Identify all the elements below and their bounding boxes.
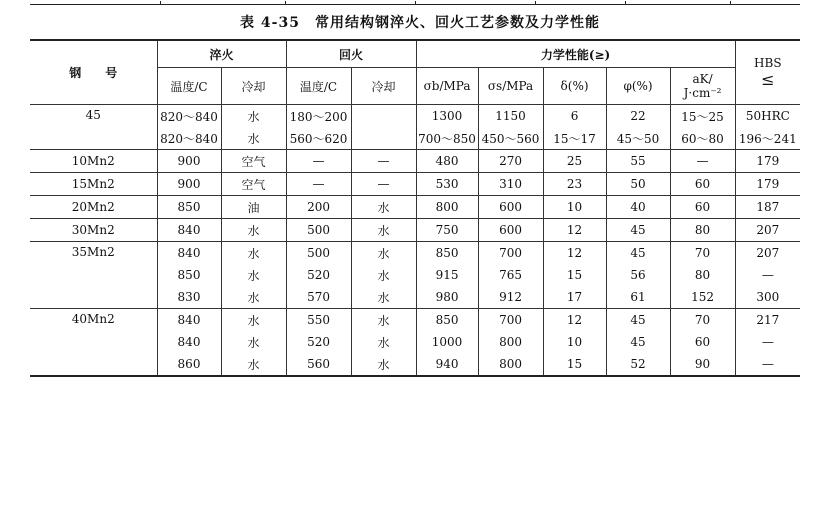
cell-hbs: — — [735, 264, 800, 286]
table-row — [30, 173, 800, 196]
cell-grade: 45 — [30, 105, 157, 150]
header-quench-temp: 温度/C — [157, 68, 221, 105]
cell-impact-toughness: 80 — [670, 219, 735, 242]
cell-temper-temp: — — [286, 173, 351, 196]
cell-hbs: 179 — [735, 150, 800, 173]
cell-impact-toughness: 80 — [670, 264, 735, 286]
cell-impact-toughness: 60 — [670, 331, 735, 353]
cell-grade: 20Mn2 — [30, 196, 157, 219]
header-temper-temp: 温度/C — [286, 68, 351, 105]
cell-tensile-strength: 850 — [416, 309, 478, 332]
cell-tensile-strength: 800 — [416, 196, 478, 219]
cell-impact-toughness: 60 — [670, 196, 735, 219]
cell-temper-cooling: 水 — [351, 264, 416, 286]
cell-elongation: 15 — [543, 353, 606, 376]
cell-yield-strength: 600 — [478, 219, 543, 242]
cell-yield-strength: 600 — [478, 196, 543, 219]
cell-quench-temp: 830 — [157, 286, 221, 309]
header-grade: 钢 号 — [30, 40, 157, 105]
cell-reduction-area: 22 — [606, 105, 670, 128]
cell-yield-strength: 700 — [478, 242, 543, 265]
cell-temper-cooling: 水 — [351, 331, 416, 353]
cell-temper-temp: 500 — [286, 242, 351, 265]
cell-yield-strength: 310 — [478, 173, 543, 196]
cell-yield-strength: 800 — [478, 331, 543, 353]
header-tensile-strength: σb/MPa — [416, 68, 478, 105]
cell-quench-cooling: 水 — [221, 309, 286, 332]
cell-reduction-area: 40 — [606, 196, 670, 219]
cell-reduction-area: 45 — [606, 242, 670, 265]
cell-temper-cooling: 水 — [351, 242, 416, 265]
cell-quench-temp: 840 — [157, 242, 221, 265]
header-temper-cooling: 冷却 — [351, 68, 416, 105]
cell-elongation: 17 — [543, 286, 606, 309]
cell-hbs: — — [735, 353, 800, 376]
cell-yield-strength: 450～560 — [478, 127, 543, 150]
table-row — [30, 242, 800, 265]
cell-impact-toughness: — — [670, 150, 735, 173]
cell-grade: 40Mn2 — [30, 309, 157, 377]
header-impact-symbol: aK/ — [692, 72, 713, 86]
header-reduction-area: φ(%) — [606, 68, 670, 105]
header-quench: 淬火 — [157, 40, 286, 68]
cell-temper-temp: 560～620 — [286, 127, 351, 150]
cell-impact-toughness: 70 — [670, 309, 735, 332]
cell-quench-cooling: 水 — [221, 219, 286, 242]
cell-quench-cooling: 水 — [221, 105, 286, 128]
cell-quench-temp: 850 — [157, 196, 221, 219]
cell-quench-cooling: 水 — [221, 242, 286, 265]
cell-reduction-area: 45 — [606, 219, 670, 242]
cell-elongation: 10 — [543, 331, 606, 353]
cell-quench-temp: 820～840 — [157, 105, 221, 128]
table-title: 表 4-35 常用结构钢淬火、回火工艺参数及力学性能 — [240, 15, 600, 31]
cell-quench-cooling: 水 — [221, 353, 286, 376]
cell-hbs: 217 — [735, 309, 800, 332]
cell-temper-temp: 520 — [286, 331, 351, 353]
header-quench-cooling: 冷却 — [221, 68, 286, 105]
cell-elongation: 12 — [543, 242, 606, 265]
cell-temper-temp: 520 — [286, 264, 351, 286]
cell-yield-strength: 912 — [478, 286, 543, 309]
cell-temper-temp: 200 — [286, 196, 351, 219]
cell-hbs: 207 — [735, 242, 800, 265]
table-row — [30, 219, 800, 242]
header-hbs-symbol: ≤ — [761, 70, 775, 89]
cell-reduction-area: 56 — [606, 264, 670, 286]
cell-quench-temp: 900 — [157, 150, 221, 173]
cell-temper-temp: 500 — [286, 219, 351, 242]
cell-hbs: 50HRC — [735, 105, 800, 128]
cell-reduction-area: 45～50 — [606, 127, 670, 150]
cell-grade: 15Mn2 — [30, 173, 157, 196]
cell-tensile-strength: 480 — [416, 150, 478, 173]
cell-temper-cooling: 水 — [351, 286, 416, 309]
cell-temper-cooling: — — [351, 173, 416, 196]
cell-hbs: 179 — [735, 173, 800, 196]
page-top-rule — [30, 4, 800, 5]
cell-quench-cooling: 水 — [221, 286, 286, 309]
cell-quench-temp: 840 — [157, 219, 221, 242]
cell-temper-cooling: 水 — [351, 353, 416, 376]
cell-temper-temp: 550 — [286, 309, 351, 332]
cell-quench-temp: 860 — [157, 353, 221, 376]
header-elongation: δ(%) — [543, 68, 606, 105]
cell-reduction-area: 55 — [606, 150, 670, 173]
cell-impact-toughness: 90 — [670, 353, 735, 376]
cell-temper-cooling — [351, 105, 416, 128]
cell-quench-cooling: 空气 — [221, 150, 286, 173]
cell-grade: 30Mn2 — [30, 219, 157, 242]
table-row — [30, 105, 800, 128]
cell-temper-cooling: 水 — [351, 309, 416, 332]
cell-yield-strength: 700 — [478, 309, 543, 332]
header-temper: 回火 — [286, 40, 416, 68]
cell-tensile-strength: 980 — [416, 286, 478, 309]
cell-reduction-area: 45 — [606, 331, 670, 353]
cell-impact-toughness: 15～25 — [670, 105, 735, 128]
cell-elongation: 10 — [543, 196, 606, 219]
cell-quench-temp: 850 — [157, 264, 221, 286]
cell-elongation: 12 — [543, 309, 606, 332]
cell-hbs: — — [735, 331, 800, 353]
cell-quench-temp: 900 — [157, 173, 221, 196]
cell-quench-temp: 840 — [157, 309, 221, 332]
cell-yield-strength: 800 — [478, 353, 543, 376]
cell-temper-temp: 560 — [286, 353, 351, 376]
cell-impact-toughness: 60 — [670, 173, 735, 196]
header-impact-toughness — [670, 68, 735, 105]
cell-tensile-strength: 1300 — [416, 105, 478, 128]
cell-reduction-area: 61 — [606, 286, 670, 309]
table-row — [30, 196, 800, 219]
cell-elongation: 15 — [543, 264, 606, 286]
header-mechanical-properties: 力学性能(≥) — [416, 40, 735, 68]
cell-quench-cooling: 水 — [221, 127, 286, 150]
cell-tensile-strength: 700～850 — [416, 127, 478, 150]
cell-yield-strength: 1150 — [478, 105, 543, 128]
cell-quench-cooling: 空气 — [221, 173, 286, 196]
cell-temper-cooling: 水 — [351, 196, 416, 219]
cell-quench-cooling: 水 — [221, 264, 286, 286]
cell-tensile-strength: 750 — [416, 219, 478, 242]
cell-reduction-area: 45 — [606, 309, 670, 332]
header-yield-strength: σs/MPa — [478, 68, 543, 105]
cell-temper-temp: — — [286, 150, 351, 173]
header-hbs — [735, 40, 800, 105]
cell-tensile-strength: 940 — [416, 353, 478, 376]
cell-hbs: 207 — [735, 219, 800, 242]
cell-quench-temp: 840 — [157, 331, 221, 353]
cell-grade: 10Mn2 — [30, 150, 157, 173]
table-row — [30, 150, 800, 173]
cell-tensile-strength: 915 — [416, 264, 478, 286]
cell-tensile-strength: 1000 — [416, 331, 478, 353]
table-row — [30, 309, 800, 332]
cell-elongation: 12 — [543, 219, 606, 242]
cell-hbs: 196～241 — [735, 127, 800, 150]
cell-reduction-area: 50 — [606, 173, 670, 196]
cell-reduction-area: 52 — [606, 353, 670, 376]
cell-impact-toughness: 60～80 — [670, 127, 735, 150]
cell-tensile-strength: 850 — [416, 242, 478, 265]
cell-grade: 35Mn2 — [30, 242, 157, 309]
cell-yield-strength: 765 — [478, 264, 543, 286]
cell-hbs: 187 — [735, 196, 800, 219]
cell-temper-cooling: — — [351, 150, 416, 173]
cell-temper-temp: 570 — [286, 286, 351, 309]
cell-impact-toughness: 70 — [670, 242, 735, 265]
cell-elongation: 23 — [543, 173, 606, 196]
cell-hbs: 300 — [735, 286, 800, 309]
cell-temper-temp: 180～200 — [286, 105, 351, 128]
cell-tensile-strength: 530 — [416, 173, 478, 196]
cell-temper-cooling: 水 — [351, 219, 416, 242]
cell-quench-cooling: 油 — [221, 196, 286, 219]
cell-quench-cooling: 水 — [221, 331, 286, 353]
cell-elongation: 15～17 — [543, 127, 606, 150]
cell-impact-toughness: 152 — [670, 286, 735, 309]
header-impact-unit: J·cm⁻² — [683, 86, 722, 100]
cell-elongation: 6 — [543, 105, 606, 128]
cell-yield-strength: 270 — [478, 150, 543, 173]
steel-properties-table — [30, 39, 800, 377]
cell-temper-cooling — [351, 127, 416, 150]
cell-quench-temp: 820～840 — [157, 127, 221, 150]
header-hbs-label: HBS — [754, 56, 782, 70]
cell-elongation: 25 — [543, 150, 606, 173]
